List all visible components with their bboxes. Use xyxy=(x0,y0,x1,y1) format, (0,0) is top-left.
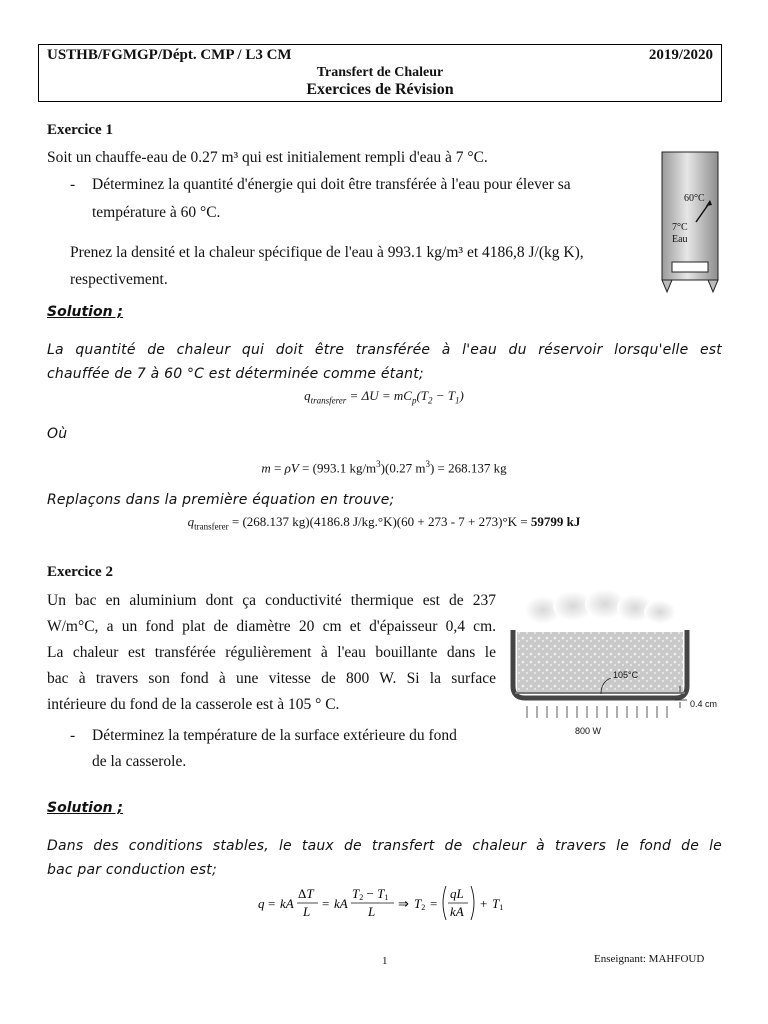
exercise-2-line: bac à travers son fond à une vitesse de 800 W. Si la surface xyxy=(47,670,496,687)
where-label: Où xyxy=(47,426,68,442)
svg-text:T2: T2 xyxy=(414,896,426,912)
svg-text:T2 − T1: T2 − T1 xyxy=(352,886,389,902)
teacher-name: Enseignant: MAHFOUD xyxy=(594,953,705,965)
header-course: Transfert de Chaleur xyxy=(316,65,444,80)
solution-1-line-1: La quantité de chaleur qui doit être transférée à l'eau du réservoir lorsqu'elle est xyxy=(47,342,722,358)
solution-1-title: Solution ; xyxy=(47,304,124,320)
water-heater-label: Eau xyxy=(672,234,688,245)
svg-text:kA: kA xyxy=(280,896,294,911)
solution-2-title: Solution ; xyxy=(47,800,124,816)
exercise-1-given-line-2: respectivement. xyxy=(70,271,168,288)
exercise-2-title: Exercice 2 xyxy=(47,564,113,580)
svg-text:T1: T1 xyxy=(492,896,504,912)
page-title: Exercices de Révision xyxy=(306,81,454,98)
svg-text:kA: kA xyxy=(334,896,348,911)
pan-temp-label: 105°C xyxy=(613,670,639,680)
svg-text:=: = xyxy=(322,896,330,911)
exercise-2-line: Un bac en aluminium dont ça conductivité thermique est de 237 xyxy=(47,592,496,609)
exercise-2-statement xyxy=(47,588,496,718)
pan-power-label: 800 W xyxy=(575,726,602,736)
exercise-1-statement: Soit un chauffe-eau de 0.27 m³ qui est initialement rempli d'eau à 7 °C. xyxy=(47,149,488,166)
exercise-2-bullet-line-1: - Déterminez la température de la surface extérieure du fond xyxy=(70,727,457,744)
water-heater-drawing xyxy=(656,150,724,300)
header-box xyxy=(38,44,722,102)
header-institution: USTHB/FGMGP/Dépt. CMP / L3 CM xyxy=(47,47,292,63)
pan-drawing xyxy=(505,588,720,748)
equation-result: $q_{transferer} = (268.137$ kg)(4186.8 J/kg.°K)(60 + 273 - 7 + 273)°K = 59799 kJ xyxy=(187,514,581,532)
exercise-1-bullet-text: Déterminez la quantité d'énergie qui doit être transférée à l'eau pour élever sa xyxy=(92,176,571,193)
svg-text:L: L xyxy=(368,904,376,919)
exercise-2-line: W/m°C, a un fond plat de diamètre 20 cm et d'épaisseur 0,4 cm. xyxy=(47,618,496,635)
solution-2-line-1: Dans des conditions stables, le taux de transfert de chaleur à travers le fond de le xyxy=(47,838,722,854)
exercise-1-given-line-1: Prenez la densité et la chaleur spécifique de l'eau à 993.1 kg/m³ et 4186,8 J/(kg K), xyxy=(70,244,584,261)
solution-2-line-2: bac par conduction est; xyxy=(47,862,217,878)
exercise-2-bullet-line-2: de la casserole. xyxy=(92,753,187,770)
water-heater-temp-top: 60°C xyxy=(684,193,705,204)
svg-text:+: + xyxy=(480,896,488,911)
equation-result-value: 59799 kJ xyxy=(530,514,581,529)
water-heater-figure xyxy=(656,150,724,300)
pan-figure xyxy=(505,588,720,748)
exercise-1-bullet-line-1: - Déterminez la quantité d'énergie qui doit être transférée à l'eau pour élever sa xyxy=(70,176,571,193)
svg-text:=: = xyxy=(430,896,438,911)
exercise-2-line: La chaleur est transférée régulièrement à l'eau bouillante dans le xyxy=(47,644,496,661)
equation-result-expression: (268.137 kg)(4186.8 J/kg.°K)(60 + 273 - 7 + 273)°K = xyxy=(242,514,531,529)
svg-text:⇒: ⇒ xyxy=(398,896,409,911)
pan-thickness-label: 0.4 cm xyxy=(690,699,718,709)
equation-q-transfer: $q_{transferer} = \Delta U = mC_p(T_2 - T_1)$ xyxy=(304,388,464,406)
exercise-2-line: intérieure du fond de la casserole est à 105 ° C. xyxy=(47,696,340,713)
solution-1-line-2: chauffée de 7 à 60 °C est déterminée comme étant; xyxy=(47,366,424,382)
replace-text: Replaçons dans la première équation en trouve; xyxy=(47,492,395,508)
equation-mass: m = ρV = (993.1 $kg/m^3)(0.27$ $m^3) = 268.137$ kg xyxy=(261,459,507,476)
equation-conduction xyxy=(250,880,550,926)
svg-text:ΔT: ΔT xyxy=(298,886,314,901)
svg-text:qL: qL xyxy=(450,886,464,901)
svg-text:L: L xyxy=(303,904,311,919)
exercise-2-bullet-text: Déterminez la température de la surface extérieure du fond xyxy=(92,727,457,744)
exercise-1-bullet-line-2: température à 60 °C. xyxy=(92,204,221,221)
svg-text:=: = xyxy=(268,896,276,911)
exercise-1-title: Exercice 1 xyxy=(47,122,113,138)
equation-conduction-drawing xyxy=(250,880,550,926)
svg-text:q: q xyxy=(258,896,265,911)
header-year: 2019/2020 xyxy=(648,47,713,63)
svg-text:kA: kA xyxy=(450,904,464,919)
water-heater-temp-bottom: 7°C xyxy=(672,222,688,233)
page-number: 1 xyxy=(382,955,388,967)
